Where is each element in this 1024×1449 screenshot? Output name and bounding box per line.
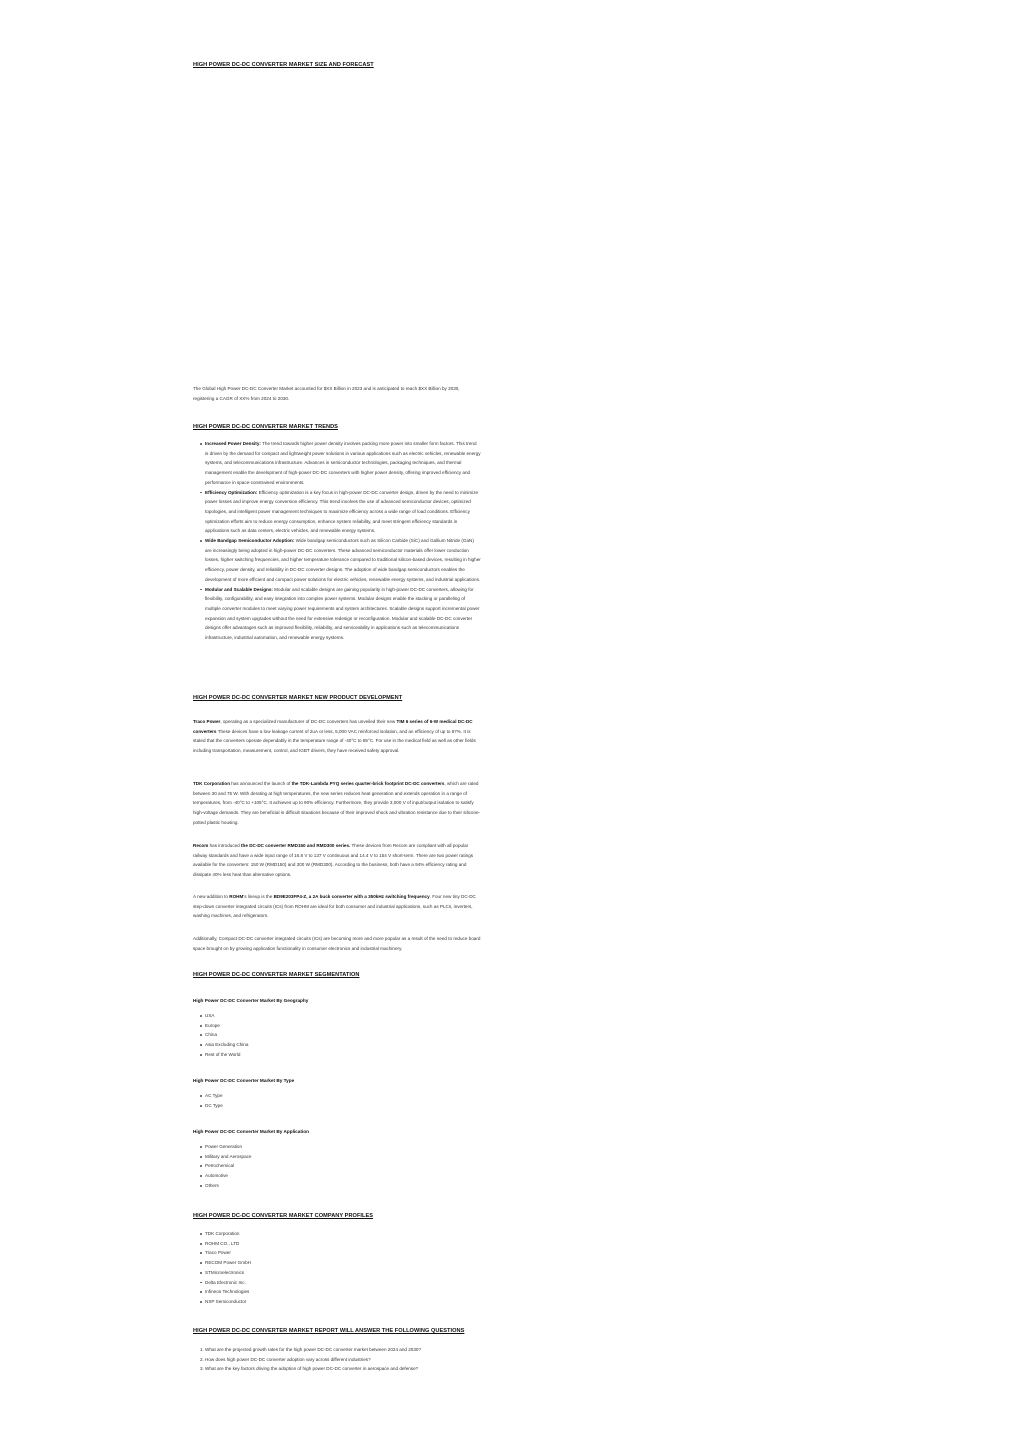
size-forecast-summary: The Global High Power DC-DC Converter Market accounted for $XX Billion in 2023 and is anticipated to reach $XX Billion by 2030, registering a CAGR of XX% from 2024 to 2030. [193, 386, 460, 401]
product-paragraph-recom: Recom has introduced the DC-DC converter RMD150 and RMD300 series. These devices from Recom are compliant with all popular railway standards and have a wide input range of 16.8 V to 137 V continuous and 14.4 V to 154 V short-term. There are two power ratings available for the converters: 150 W (RMD150) and 300 W (RMD300). According to the business, both have a 94% efficiency rating and dissipate 40% less heat than alternative options. [193, 843, 474, 878]
segment-geography-title: High Power DC-DC Converter Market By Geography [193, 998, 309, 1003]
new-product-heading: HIGH POWER DC-DC CONVERTER MARKET NEW PRODUCT DEVELOPMENT [193, 695, 403, 701]
trend-item [200, 536, 481, 585]
geography-list [200, 1011, 400, 1060]
chart-placeholder-area [193, 76, 481, 376]
trend-item [200, 585, 481, 643]
list-item: Infineon Technologies [200, 1287, 400, 1297]
question-text: What are the key factors driving the adoption of high power DC-DC converter in aerospace and defense? [205, 1366, 419, 1372]
product-name: the DC-DC converter RMD150 and RMD300 series. [241, 843, 351, 848]
list-item: Delta Electronic Inc. [200, 1278, 400, 1288]
product-name: BD9E203FP4-Z, a 2A buck converter with a 350kHz switching frequency [273, 894, 430, 899]
list-item: DC Type [200, 1101, 400, 1111]
list-item: TDK Corporation [200, 1229, 400, 1239]
list-item: NXP Semiconductor [200, 1297, 400, 1307]
product-name: the TDK-Lambda PYQ series quarter-brick footprint DC-DC converters [291, 781, 445, 786]
company-name: Traco Power [193, 719, 221, 724]
trend-title: Efficiency Optimization: [205, 489, 258, 495]
company-name: ROHM [229, 894, 244, 899]
list-item: Europe [200, 1021, 400, 1031]
size-forecast-heading: HIGH POWER DC-DC CONVERTER MARKET SIZE AND FORECAST [193, 62, 374, 68]
list-item: AC Type [200, 1091, 400, 1101]
segment-type-title: High Power DC-DC Converter Market By Type [193, 1078, 295, 1083]
trends-heading: HIGH POWER DC-DC CONVERTER MARKET TRENDS [193, 424, 338, 430]
list-item: Traco Power [200, 1248, 400, 1258]
list-item: Power Generation [200, 1142, 400, 1152]
question-text: How does high power DC-DC converter adoption vary across different industries? [205, 1356, 371, 1362]
list-item: Automotive [200, 1171, 400, 1181]
trend-item [200, 439, 481, 488]
list-item [200, 1355, 481, 1365]
questions-list [200, 1345, 481, 1374]
list-item: STMicroelectronics [200, 1268, 400, 1278]
questions-heading: HIGH POWER DC-DC CONVERTER MARKET REPORT WILL ANSWER THE FOLLOWING QUESTIONS [193, 1328, 465, 1334]
trend-text: Efficiency optimization is a key focus in high-power DC-DC converter design, driven by the need to minimize power losses and improve energy conversion efficiency. This trend involves the use of advanced semiconductor devices, optimized topologies, and intelligent power management techniques to maximize efficiency across a wide range of load conditions. Efficiency optimization efforts aim to reduce energy consumption, enhance system reliability, and meet stringent efficiency standards in applications such as data centers, electric vehicles, and renewable energy systems. [205, 489, 479, 534]
list-item: Petrochemical [200, 1161, 400, 1171]
list-item: Asia Excluding China [200, 1040, 400, 1050]
application-list [200, 1142, 400, 1191]
question-number: 3. [200, 1366, 204, 1372]
list-item: Others [200, 1181, 400, 1191]
trend-text: The trend towards higher power density involves packing more power into smaller form factors. This trend is driven by the demand for compact and lightweight power solutions in various applications such as electric vehicles, renewable energy systems, and telecommunications infrastructure. Advances in semiconductor technologies, packaging techniques, and thermal management enable the development of high-power DC-DC converters with higher power density, offering improved efficiency and performance in space-constrained environments. [205, 441, 481, 485]
list-item: Rest of the World [200, 1050, 400, 1060]
list-item: ROHM CO., LTD [200, 1239, 400, 1249]
segmentation-heading: HIGH POWER DC-DC CONVERTER MARKET SEGMENTATION [193, 972, 360, 978]
type-list [200, 1091, 400, 1110]
question-number: 1. [200, 1347, 204, 1352]
trends-list [200, 439, 481, 643]
product-paragraph-traco: Traco Power, operating as a specialized manufacturer of DC-DC converters has unveiled their new TIM 6 series of 6-W medical DC-DC converters These devices have a low leakage current of 2uA or less, 5,000 VAC reinforced isolation, and an efficiency of up to 87%. It is stated that the converters operate dependably in the temperature range of -40°C to 85°C. For use in the medical field as well as other fields including transportation, measurement, control, and IGBT drivers, they have received safety approval. [193, 719, 476, 754]
list-item: China [200, 1030, 400, 1040]
trend-title: Wide Bandgap Semiconductor Adoption: [205, 538, 295, 544]
product-name: TIM 6 series of 6-W medical DC-DC converters [193, 719, 473, 734]
trend-title: Modular and Scalable Designs: [205, 586, 273, 592]
trend-text: Wide bandgap semiconductors such as Silicon Carbide (SiC) and Gallium Nitride (GaN) are increasingly being adopted in high-power DC-DC converters. These advanced semiconductor materials offer lower conduction losses, higher switching frequencies, and higher temperature tolerance compared to traditional silicon-based devices, resulting in higher efficiency, power density, and reliability in DC-DC converter designs. The adoption of wide bandgap semiconductors enables the development of more efficient and compact power solutions for electric vehicles, renewable energy systems, and industrial applications. [205, 538, 481, 582]
product-paragraph-rohm: A new addition to ROHM's lineup is the BD9E203FP4-Z, a 2A buck converter with a 350kHz switching frequency. Four new tiny DC-DC step-down converter integrated circuits (ICs) from ROHM are ideal for both consumer and industrial applications, such as PLCs, inverters, washing machines, and refrigerators. [193, 894, 476, 919]
product-paragraph-tdk: TDK Corporation has announced the launch of the TDK-Lambda PYQ series quarter-brick footprint DC-DC converters, which are rated between 30 and 75 W. With derating at high temperatures, the new series reduces heat generation and extends operation in a range of temperatures, from -40°C to +105°C. It achieves up to 90% efficiency. Furthermore, they provide 3,000 V of input/output isolation to satisfy high-voltage demands. They are beneficial in difficult situations because of their improved shock and vibration resistance due to their silicone-potted plastic housing. [193, 781, 481, 825]
trend-title: Increased Power Density: [205, 441, 261, 446]
trend-item [200, 488, 481, 537]
company-profiles-heading: HIGH POWER DC-DC CONVERTER MARKET COMPANY PROFILES [193, 1213, 374, 1219]
company-name: TDK Corporation [193, 781, 231, 786]
company-name: Recom [193, 843, 209, 848]
product-paragraph-additional: Additionally, Compact DC-DC converter integrated circuits (ICs) are becoming more and more popular as a result of the need to reduce board space brought on by growing application functionality in consumer electronics and industrial machinery. [193, 936, 481, 951]
list-item [200, 1364, 481, 1374]
list-item: RECOM Power GmbH [200, 1258, 400, 1268]
question-number: 2. [200, 1356, 204, 1362]
list-item [200, 1345, 481, 1355]
list-item: Military and Aerospace [200, 1152, 400, 1162]
company-list [200, 1229, 400, 1307]
question-text: What are the projected growth rates for the high power DC-DC converter market between 2024 and 2030? [205, 1347, 422, 1352]
trend-text: Modular and scalable designs are gaining popularity in high-power DC-DC converters, allowing for flexibility, configurability, and easy integration into complex power systems. Modular designs enable the stacking or paralleling of multiple converter modules to meet varying power requirements and system architectures. Scalable designs support incremental power expansion and system upgrades without the need for extensive redesign or reconfiguration. Modular and scalable DC-DC converter designs offer advantages such as improved flexibility, reliability, and serviceability in applications such as telecommunications infrastructure, industrial automation, and renewable energy systems. [205, 586, 480, 641]
segment-application-title: High Power DC-DC Converter Market By Application [193, 1129, 309, 1134]
list-item: USA [200, 1011, 400, 1021]
